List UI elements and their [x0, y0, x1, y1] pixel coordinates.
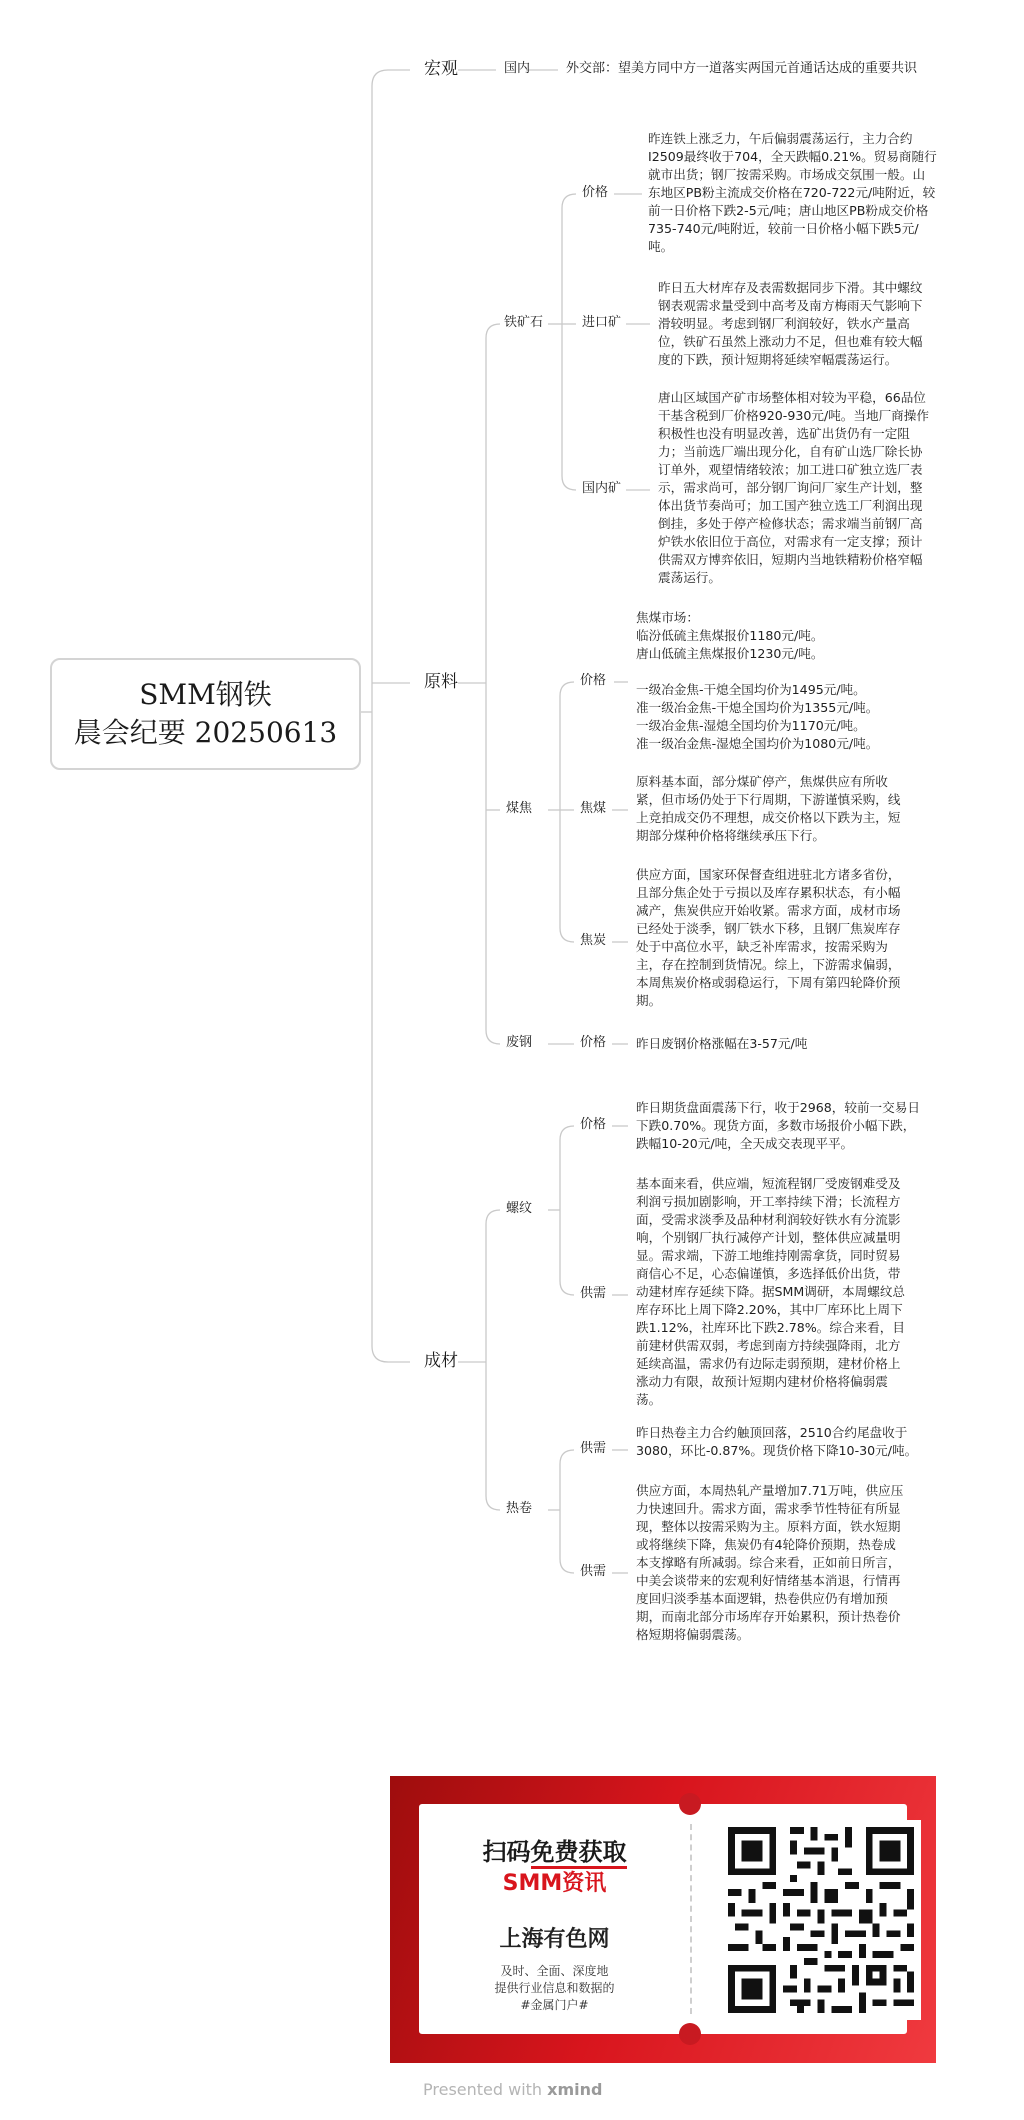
promo-subheadline: SMM资讯: [502, 1871, 607, 1896]
qr-code[interactable]: [721, 1820, 921, 2020]
hrc-supply-label-1[interactable]: 供需: [580, 1441, 607, 1456]
topic-rebar[interactable]: 螺纹: [506, 1201, 533, 1216]
promo-card: [419, 1804, 907, 2034]
rebar-supply-text: 基本面来看，供应端，短流程钢厂受废钢难受及 利润亏损加剧影响，开工率持续下滑；长流程方 面，受需求淡季及品种材利润较好铁水有分流影 响，个别钢厂执行减停产计划，整体供应减量明 显。需求端，下游工地维持刚需拿货，同时贸易 商信心不足，心态偏谨慎，多选择低价出货，带 动建材库存延续下降。据SMM调研，本周螺纹总 库存环比上周下降2.20%，其中厂库环比上周下 跌1.12%，社库环比下跌2.78%。综合来看，目 前建材供需双弱，考虑到南方持续强降雨，北方 延续高温，需求仍有边际走弱预期，建材价格上 涨动力有限，故预计短期内建材价格将偏弱震 荡。: [636, 1176, 906, 1407]
rebar-price-label[interactable]: 价格: [580, 1117, 607, 1132]
ticket-notch-bottom: [679, 2023, 701, 2045]
topic-raw-materials[interactable]: 原料: [424, 672, 458, 692]
topic-finished-products[interactable]: 成材: [424, 1351, 458, 1371]
coke-label[interactable]: 焦炭: [580, 933, 607, 948]
ticket-divider: [690, 1824, 692, 2014]
coking-coal-text: 原料基本面，部分煤矿停产，焦煤供应有所收 紧，但市场仍处于下行周期，下游谨慎采购，线 上竞拍成交仍不理想，成交价格以下跌为主，短 期部分煤种价格将继续承压下行。: [636, 774, 901, 843]
rebar-price-text: 昨日期货盘面震荡下行，收于2968，较前一交易日 下跌0.70%。现货方面，多数市场报价小幅下跌， 跌幅10-20元/吨，全天成交表现平平。: [636, 1100, 920, 1151]
promo-banner[interactable]: [390, 1776, 936, 2063]
iron-ore-domestic-label[interactable]: 国内矿: [582, 481, 622, 496]
promo-headline-plain: 扫码: [482, 1838, 531, 1866]
promo-tagline-1: 及时、全面、深度地: [500, 1964, 609, 1978]
topic-coal-coke[interactable]: 煤焦: [506, 801, 533, 816]
hrc-supply-text-1: 昨日热卷主力合约触顶回落，2510合约尾盘收于 3080，环比-0.87%。现货价格下降10-30元/吨。: [636, 1425, 918, 1458]
hrc-supply-label-2[interactable]: 供需: [580, 1564, 607, 1579]
iron-ore-price-label[interactable]: 价格: [582, 185, 609, 200]
presented-with-footer[interactable]: [423, 2080, 602, 2099]
scrap-price-label[interactable]: 价格: [580, 1035, 607, 1050]
ticket-notch-top: [679, 1793, 701, 1815]
promo-brand: 上海有色网: [499, 1927, 610, 1952]
promo-headline-highlight: 免费获取: [531, 1838, 627, 1869]
topic-macro[interactable]: 宏观: [424, 59, 458, 79]
topic-iron-ore[interactable]: 铁矿石: [504, 315, 544, 330]
macro-news[interactable]: 外交部：望美方同中方一道落实两国元首通话达成的重要共识: [566, 61, 918, 76]
scrap-price-text: 昨日废钢价格涨幅在3-57元/吨: [636, 1036, 808, 1051]
coking-coal-label[interactable]: 焦煤: [580, 801, 607, 816]
footer-prefix: Presented with: [423, 2080, 543, 2099]
iron-ore-imported-text: 昨日五大材库存及表需数据同步下滑。其中螺纹 钢表观需求量受到中高考及南方梅雨天气影响下 滑较明显。考虑到钢厂利润较好，铁水产量高 位，铁矿石虽然上涨动力不足，但也难有较大幅 度的下跌，预计短期将延续窄幅震荡运行。: [658, 280, 923, 367]
topic-scrap[interactable]: 废钢: [506, 1035, 533, 1050]
iron-ore-price-text: 昨连铁上涨乏力，午后偏弱震荡运行，主力合约 I2509最终收于704，全天跌幅0.21%。贸易商随行 就市出货；钢厂按需采购。市场成交氛围一般。山 东地区PB粉主流成交价格在720-722元/吨附近，较 前一日价格下跌2-5元/吨；唐山地区PB粉成交价格 735-740元/吨附近，较前一日价格小幅下跌5元/ 吨。: [648, 131, 937, 254]
coke-text: 供应方面，国家环保督查组进驻北方诸多省份， 且部分焦企处于亏损以及库存累积状态，有小幅 减产，焦炭供应开始收紧。需求方面，成材市场 已经处于淡季，钢厂铁水下移，且钢厂焦炭库存 处于中高位水平，缺乏补库需求，按需采购为 主，存在控制到货情况。综上，下游需求偏弱， 本周焦炭价格或弱稳运行，下周有第四轮降价预 期。: [636, 867, 901, 1008]
root-title: SMM钢铁: [139, 678, 272, 712]
hrc-supply-text-2: 供应方面，本周热轧产量增加7.71万吨，供应压 力快速回升。需求方面，需求季节性特征有所显 现，整体以按需采购为主。原料方面，铁水短期 或将继续下降，焦炭仍有4轮降价预期，热卷成 本支撑略有所减弱。综合来看，正如前日所言， 中美会谈带来的宏观利好情绪基本消退，行情再 度回归淡季基本面逻辑，热卷供应仍有增加预 期，而南北部分市场库存开始累积，预计热卷价 格短期将偏弱震荡。: [636, 1483, 904, 1642]
promo-headline: [419, 1832, 690, 1867]
promo-tagline-3: #金属门户#: [520, 1998, 589, 2012]
root-subtitle: 晨会纪要 20250613: [73, 716, 338, 749]
rebar-supply-label[interactable]: 供需: [580, 1286, 607, 1301]
iron-ore-imported-label[interactable]: 进口矿: [582, 315, 622, 330]
topic-domestic[interactable]: 国内: [504, 61, 531, 76]
iron-ore-domestic-text: 唐山区域国产矿市场整体相对较为平稳，66品位 干基含税到厂价格920-930元/吨。当地厂商操作 积极性也没有明显改善，选矿出货仍有一定阻 力；当前选厂端出现分化，自有矿山选厂除长协 订单外，观望情绪较浓；加工进口矿独立选厂表 示，需求尚可，部分钢厂询问厂家生产计划，整 体出货节奏尚可；加工国产独立选工厂利润出现 倒挂，多处于停产检修状态；需求端当前钢厂高 炉铁水依旧位于高位，对需求有一定支撑；预计 供需双方博弈依旧，短期内当地铁精粉价格窄幅 震荡运行。: [658, 390, 929, 585]
topic-hot-rolled-coil[interactable]: 热卷: [506, 1501, 533, 1516]
coal-price-label[interactable]: 价格: [580, 673, 607, 688]
root-topic[interactable]: [50, 658, 361, 770]
xmind-logo: xmind: [547, 2080, 603, 2099]
coal-price-text: 焦煤市场： 临汾低硫主焦煤报价1180元/吨。 唐山低硫主焦煤报价1230元/吨。 一级冶金焦-干熄全国均价为1495元/吨。 准一级冶金焦-干熄全国均价为1355元/吨。 一级冶金焦-湿熄全国均价为1170元/吨。 准一级冶金焦-湿熄全国均价为1080元/吨。: [636, 610, 879, 751]
promo-tagline-2: 提供行业信息和数据的: [494, 1981, 615, 1995]
